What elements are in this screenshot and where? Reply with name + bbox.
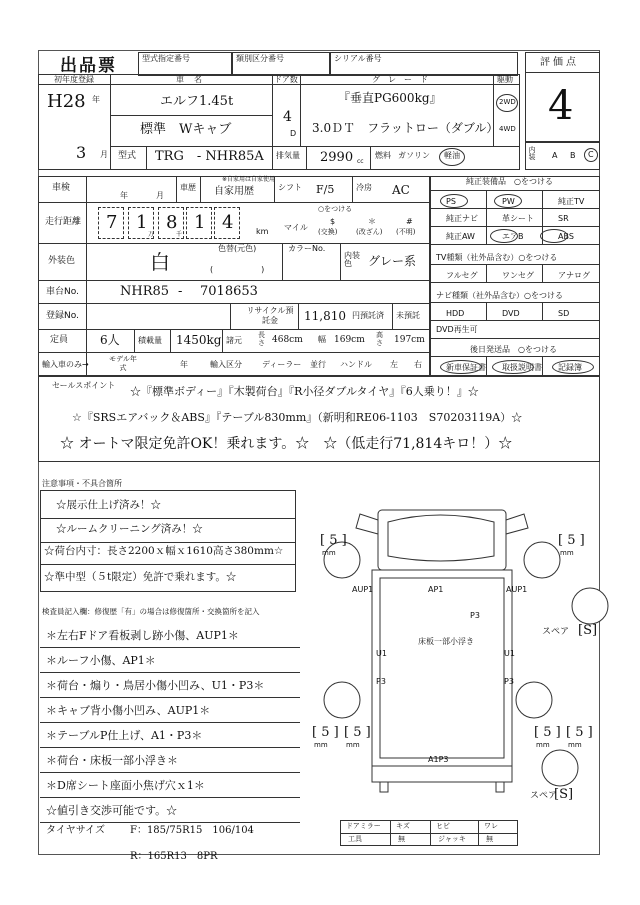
note-item: ☆準中型（５t限定）免許で乗れます。☆	[44, 571, 237, 583]
inspector-item: ＊キャブ背小傷小凹み、AUP1＊	[46, 704, 211, 717]
shift-value: F/5	[316, 183, 335, 196]
equip-row2-2: SR	[558, 214, 569, 223]
note-item: ☆展示仕上げ済み！☆	[56, 499, 161, 511]
frame-prefix: NHR85	[120, 284, 170, 299]
damage-mark: P3	[376, 677, 386, 686]
height: 197cm	[394, 335, 425, 345]
tools-header: ヒビ	[436, 822, 450, 830]
tread-depth: [ 5 ]	[344, 725, 371, 740]
equip-row1-0: PS	[446, 197, 456, 206]
score-value: 4	[548, 83, 574, 129]
mileage-digit: 4	[222, 212, 234, 233]
displacement: 2990	[320, 150, 354, 165]
damage-mark: 床板一部小浮き	[418, 637, 474, 646]
ac-value: AC	[392, 183, 410, 197]
equip-row1-2: 純正TV	[558, 197, 585, 206]
score-label: 評価点	[540, 57, 579, 68]
tools-value: 無	[486, 835, 493, 843]
frame-number: 7018653	[200, 284, 258, 299]
tread-unit: mm	[560, 549, 574, 557]
equip-row2-1: 革シート	[502, 214, 534, 223]
navi-type-1: DVD	[502, 309, 520, 318]
tread-unit: mm	[568, 741, 582, 749]
mileage-digit: 8	[166, 212, 178, 233]
after-item-0: 新車保証書	[446, 363, 486, 372]
tv-type-2: アナログ	[558, 271, 590, 280]
tread-depth: [ 5 ]	[566, 725, 593, 740]
exterior-color: 白	[150, 250, 170, 274]
damage-mark: A1P3	[428, 755, 449, 764]
page-title: 出品票	[60, 56, 117, 76]
tire-rear: R：165R13 8PR	[130, 851, 218, 862]
tools-header: キズ	[396, 822, 410, 830]
after-item-2: 記録簿	[558, 363, 582, 372]
model-code: TRG ‐ NHR85A	[155, 149, 264, 164]
tread-unit: mm	[314, 741, 328, 749]
spare-value-2: [S]	[554, 787, 574, 802]
inspector-item: ＊荷台・煽り・鳥居小傷小凹み、U1・P3＊	[46, 679, 265, 692]
equip-row1-1: PW	[502, 197, 515, 206]
inspector-item: ＊ルーフ小傷、AP1＊	[46, 654, 156, 667]
tools-value: 工具	[348, 835, 362, 843]
tread-unit: mm	[536, 741, 550, 749]
load-capacity: 1450kg	[176, 333, 222, 347]
spare-label-2: スペア	[530, 791, 558, 801]
damage-mark: P3	[470, 611, 480, 620]
grade-line1: 『垂直PG600kg』	[338, 91, 442, 105]
damage-mark: AUP1	[506, 585, 528, 594]
interior-color: グレー系	[368, 254, 417, 268]
mileage-digit: 1	[194, 212, 206, 233]
tools-header: ドアミラー	[346, 822, 381, 830]
tread-depth: [ 5 ]	[558, 533, 585, 548]
note-item: ☆ルームクリーニング済み！☆	[56, 523, 203, 535]
mileage-digit: 7	[106, 212, 118, 233]
after-item-1: 取扱説明書	[502, 363, 542, 372]
inspector-item: ☆値引き交渉可能です。☆	[46, 804, 178, 817]
tread-depth: [ 5 ]	[534, 725, 561, 740]
sales-line-3: ☆ オートマ限定免許OK！乗れます。☆ ☆（低走行71,814キロ！）☆	[60, 436, 513, 452]
spare-value: [S]	[578, 623, 598, 638]
capacity: 6人	[100, 333, 120, 347]
tread-depth: [ 5 ]	[320, 533, 347, 548]
damage-mark: P3	[504, 677, 514, 686]
first-reg-month: 3	[76, 143, 87, 162]
length: 468cm	[272, 335, 303, 345]
damage-mark: AP1	[428, 585, 444, 594]
navi-type-0: HDD	[446, 309, 465, 318]
equip-row3-2: ABS	[558, 232, 574, 241]
tread-depth: [ 5 ]	[312, 725, 339, 740]
width: 169cm	[334, 335, 365, 345]
tools-header: ワレ	[484, 822, 498, 830]
equip-row2-0: 純正ナビ	[446, 214, 478, 223]
usage-value: 自家用歴	[214, 186, 254, 197]
recycle-amount: 11,810	[304, 309, 346, 323]
mileage-digit: 1	[136, 212, 148, 233]
spare-label: スペア	[542, 627, 570, 637]
damage-mark: U1	[376, 649, 387, 658]
first-reg-year: H28	[47, 91, 86, 112]
note-item: ☆荷台内寸：長さ2200ｘ幅ｘ1610高さ380mm☆	[44, 545, 284, 557]
tread-unit: mm	[322, 549, 336, 557]
car-name: エルフ1.45t	[160, 94, 234, 109]
tv-type-1: ワンセグ	[502, 271, 534, 280]
inspector-item: ＊D席シート座面小焦げ穴ｘ1＊	[46, 779, 205, 792]
inspector-item: ＊左右Fドア看板剥し跡小傷、AUP1＊	[46, 629, 239, 642]
inspector-item: ＊テーブルP仕上げ、A1・P3＊	[46, 729, 203, 742]
tools-value: ジャッキ	[438, 835, 466, 843]
equip-row3-1: エアB	[502, 232, 524, 241]
sales-line-2: ☆『SRSエアバック＆ABS』『テーブル830mm』（新明和RE06-1103 S70203119A）☆	[72, 411, 523, 424]
tire-front: F：185/75R15 106/104	[130, 825, 254, 836]
tools-value: 無	[398, 835, 405, 843]
sales-line-1: ☆『標準ボディー』『木製荷台』『R小径ダブルタイヤ』『6人乗り！』☆	[130, 385, 479, 398]
damage-mark: U1	[504, 649, 515, 658]
grade-line2: 3.0ＤＴ フラットロー（ダブル）	[312, 121, 499, 135]
door-count: 4	[283, 109, 292, 125]
equip-row3-0: 純正AW	[446, 232, 475, 241]
navi-type-2: SD	[558, 309, 570, 318]
tv-type-0: フルセグ	[446, 271, 478, 280]
car-body: 標準 Wキャブ	[140, 122, 232, 137]
tread-unit: mm	[346, 741, 360, 749]
damage-mark: AUP1	[352, 585, 374, 594]
inspector-item: ＊荷台・床板一部小浮き＊	[46, 754, 178, 767]
